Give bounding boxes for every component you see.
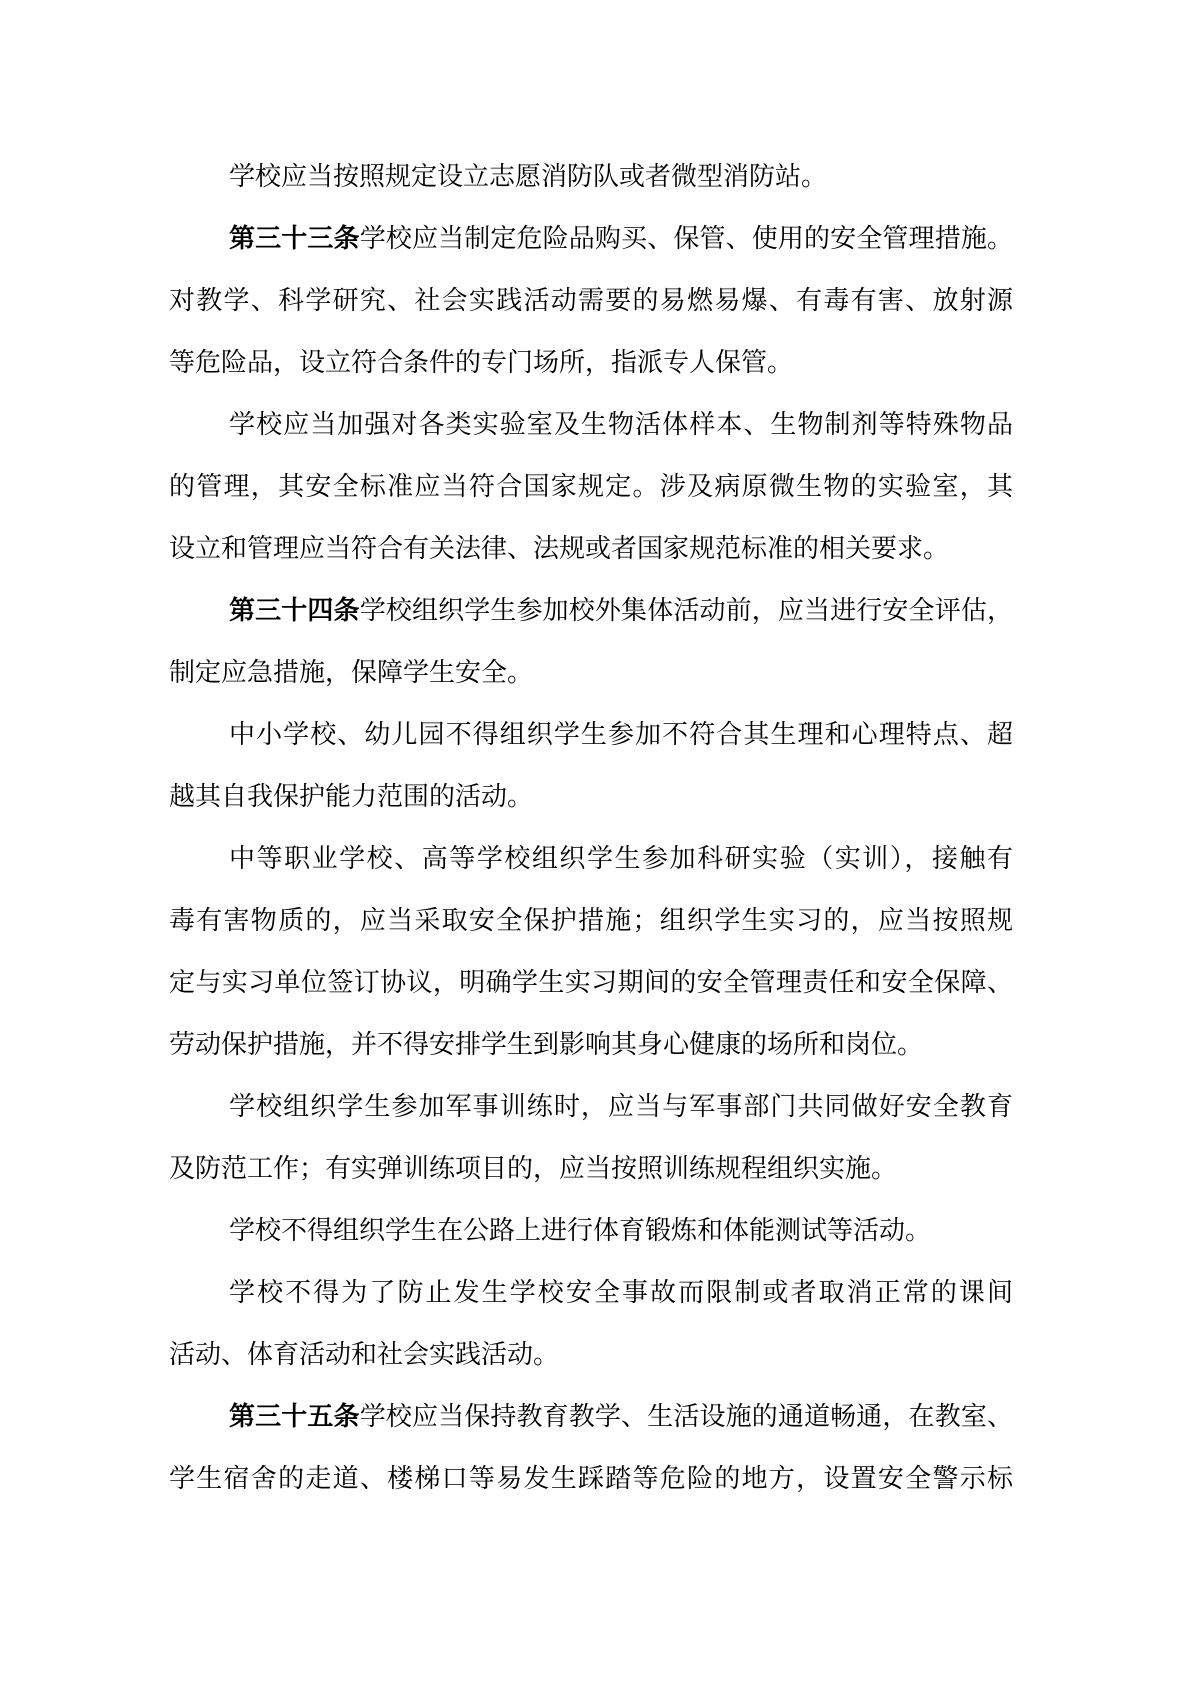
text-run: 设立和管理应当符合有关法律、法规或者国家规范标准的相关要求。: [169, 533, 950, 563]
text-line: [169, 145, 1013, 207]
text-line: [169, 1385, 1013, 1447]
text-run: 学校应当加强对各类实验室及生物活体样本、生物制剂等特殊物品: [229, 409, 1013, 439]
article-number: 第三十五条: [229, 1401, 360, 1431]
text-line: [169, 207, 1013, 269]
text-run: 学校不得为了防止发生学校安全事故而限制或者取消正常的课间: [229, 1277, 1013, 1307]
text-run: 学校组织学生参加军事训练时，应当与军事部门共同做好安全教育: [229, 1091, 1013, 1121]
text-run: 活动、体育活动和社会实践活动。: [169, 1339, 560, 1369]
text-line: [169, 393, 1013, 455]
text-line: [169, 269, 1013, 331]
text-run: 对教学、科学研究、社会实践活动需要的易燃易爆、有毒有害、放射源: [169, 285, 1013, 315]
text-run: 劳动保护措施，并不得安排学生到影响其身心健康的场所和岗位。: [169, 1029, 924, 1059]
text-run: 毒有害物质的，应当采取安全保护措施；组织学生实习的，应当按照规: [169, 905, 1013, 935]
text-line: [169, 1261, 1013, 1323]
text-run: 越其自我保护能力范围的活动。: [169, 781, 534, 811]
text-line: [169, 455, 1013, 517]
text-run: 学校应当制定危险品购买、保管、使用的安全管理措施。: [359, 223, 1013, 253]
text-run: 的管理，其安全标准应当符合国家规定。涉及病原微生物的实验室，其: [169, 471, 1013, 501]
text-run: 制定应急措施，保障学生安全。: [169, 657, 534, 687]
text-line: [169, 1075, 1013, 1137]
text-run: 学校组织学生参加校外集体活动前，应当进行安全评估，: [359, 595, 1013, 625]
text-run: 学生宿舍的走道、楼梯口等易发生踩踏等危险的地方，设置安全警示标: [169, 1463, 1013, 1493]
article-number: 第三十三条: [229, 223, 360, 253]
text-line: [169, 765, 1013, 827]
text-line: [169, 1323, 1013, 1385]
text-run: 学校应当按照规定设立志愿消防队或者微型消防站。: [229, 161, 828, 191]
text-line: [169, 703, 1013, 765]
text-line: [169, 641, 1013, 703]
text-run: 中等职业学校、高等学校组织学生参加科研实验（实训），接触有: [229, 843, 1013, 873]
text-line: [169, 1199, 1013, 1261]
text-line: [169, 331, 1013, 393]
text-line: [169, 951, 1013, 1013]
article-number: 第三十四条: [229, 595, 360, 625]
text-line: [169, 827, 1013, 889]
text-run: 学校不得组织学生在公路上进行体育锻炼和体能测试等活动。: [229, 1215, 932, 1245]
text-line: [169, 579, 1013, 641]
text-line: [169, 1137, 1013, 1199]
text-run: 中小学校、幼儿园不得组织学生参加不符合其生理和心理特点、超: [229, 719, 1013, 749]
text-line: [169, 517, 1013, 579]
text-run: 及防范工作；有实弹训练项目的，应当按照训练规程组织实施。: [169, 1153, 898, 1183]
document-body: [169, 145, 1013, 1509]
text-run: 定与实习单位签订协议，明确学生实习期间的安全管理责任和安全保障、: [169, 967, 1013, 997]
text-line: [169, 1013, 1013, 1075]
text-run: 等危险品，设立符合条件的专门场所，指派专人保管。: [169, 347, 794, 377]
text-line: [169, 1447, 1013, 1509]
text-line: [169, 889, 1013, 951]
text-run: 学校应当保持教育教学、生活设施的通道畅通，在教室、: [359, 1401, 1013, 1431]
